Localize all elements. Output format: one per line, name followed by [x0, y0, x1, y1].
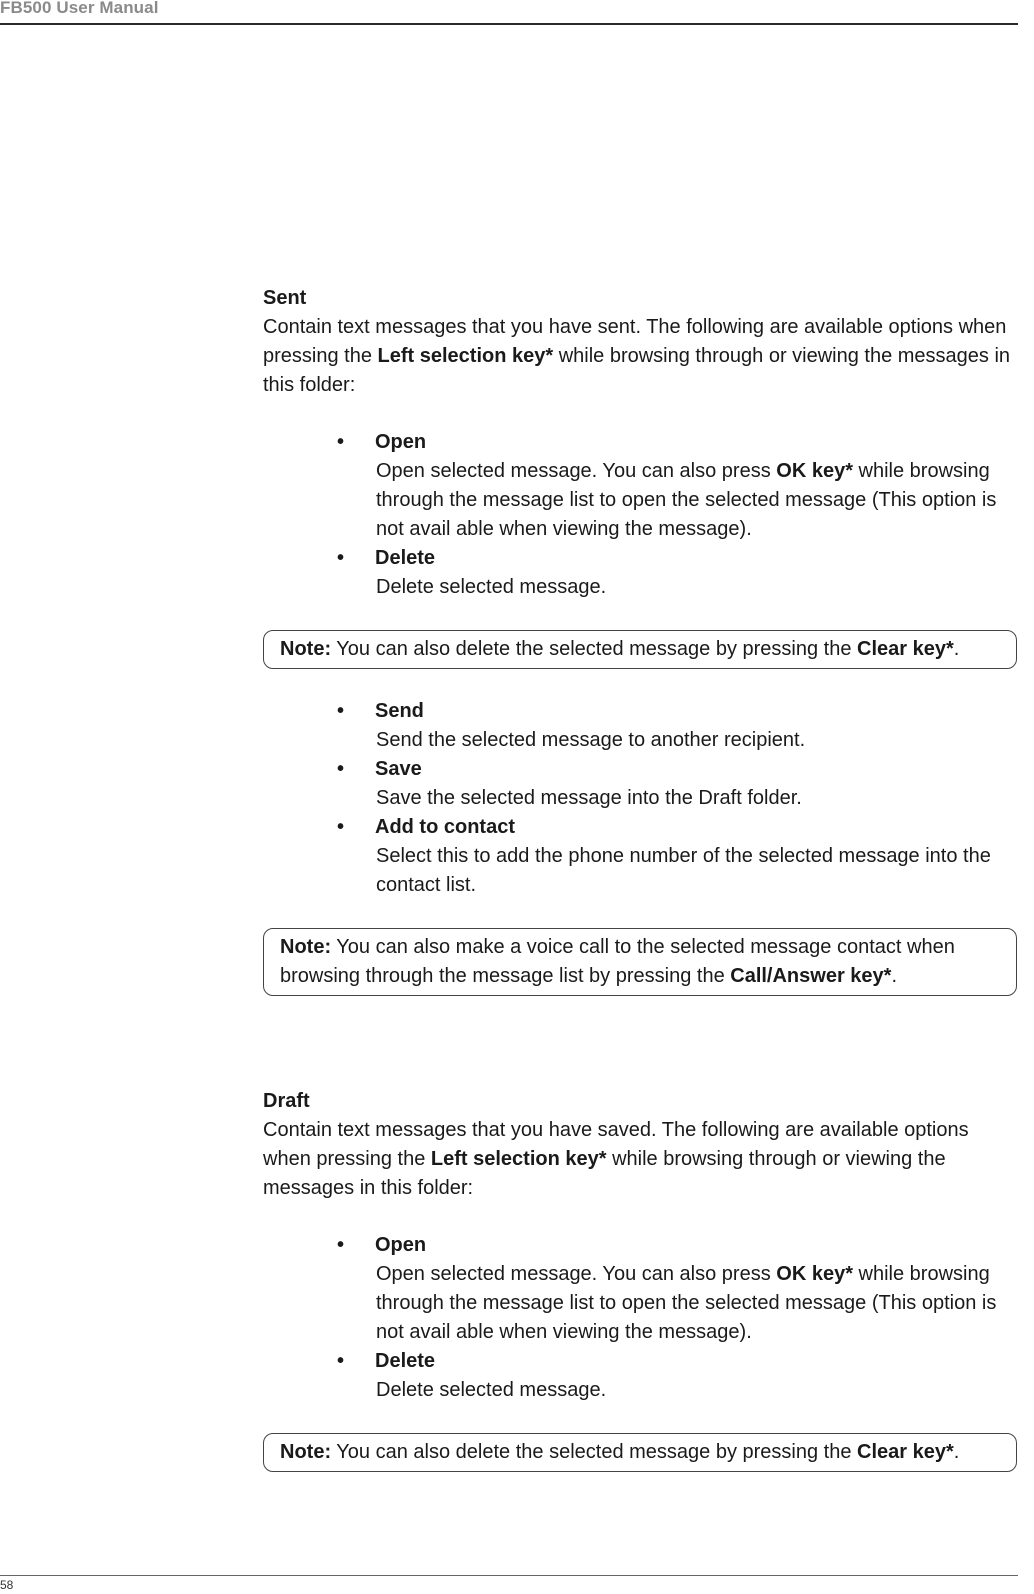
bullet-icon: •	[337, 1234, 345, 1256]
header-divider	[0, 23, 1018, 25]
page-number: 58	[0, 1578, 14, 1592]
note-text: You can also make a voice call to the selected message contact when browsing through the message list by pressing the	[280, 936, 955, 987]
bullet-icon: •	[337, 816, 345, 838]
option-list	[263, 1231, 1013, 1405]
section-sent	[263, 284, 1013, 1024]
option-description: Select this to add the phone number of the selected message into the contact list.	[376, 845, 991, 896]
footer-divider	[0, 1575, 1018, 1576]
intro-text: Contain text messages that you have sent. The following are available options when pressing the	[263, 316, 1007, 367]
option-description	[375, 457, 1013, 544]
option-list	[263, 697, 1013, 900]
bullet-icon: •	[337, 1350, 345, 1372]
note-text-end: .	[891, 965, 898, 987]
section-intro	[263, 1116, 1013, 1203]
note-text-end: .	[953, 1441, 960, 1463]
note-label: Note:	[280, 1441, 332, 1463]
note-label: Note:	[280, 936, 332, 958]
option-title: Send	[375, 700, 424, 722]
note-key: Call/Answer key*	[730, 965, 892, 987]
note-box	[263, 630, 1017, 669]
note-box	[263, 1433, 1017, 1472]
intro-key: Left selection key*	[377, 345, 554, 367]
section-draft	[263, 1087, 1013, 1500]
section-title: Draft	[263, 1090, 310, 1112]
note-key: Clear key*	[857, 1441, 954, 1463]
option-title: Open	[375, 431, 427, 453]
note-label: Note:	[280, 638, 332, 660]
desc-key: OK key*	[776, 1263, 853, 1285]
option-item-delete	[263, 544, 1013, 602]
note-text: You can also delete the selected message by pressing the	[331, 1441, 858, 1463]
option-title: Open	[375, 1234, 427, 1256]
option-item-delete	[263, 1347, 1013, 1405]
intro-text: Contain text messages that you have saved. The following are available options when pressing the	[263, 1119, 969, 1170]
section-title: Sent	[263, 287, 307, 309]
option-description: Delete selected message.	[376, 1379, 607, 1401]
option-description: Delete selected message.	[376, 576, 607, 598]
option-description	[375, 1260, 1013, 1347]
desc-key: OK key*	[776, 460, 853, 482]
note-text: You can also delete the selected message by pressing the	[331, 638, 858, 660]
desc-text: Open selected message. You can also press	[376, 460, 777, 482]
option-description: Send the selected message to another recipient.	[376, 729, 806, 751]
option-title: Delete	[375, 547, 436, 569]
option-list	[263, 428, 1013, 602]
note-box	[263, 928, 1017, 996]
bullet-icon: •	[337, 431, 345, 453]
bullet-icon: •	[337, 547, 345, 569]
option-title: Add to contact	[375, 816, 515, 838]
note-key: Clear key*	[857, 638, 954, 660]
option-item-open	[263, 428, 1013, 544]
note-text-end: .	[953, 638, 960, 660]
manual-title: FB500 User Manual	[0, 0, 159, 17]
section-intro	[263, 313, 1013, 400]
desc-text: Open selected message. You can also press	[376, 1263, 777, 1285]
option-item-save	[263, 755, 1013, 813]
bullet-icon: •	[337, 758, 345, 780]
desc-text-end: while browsing through the message list to open the selected message (This option is not avail able when viewing the message).	[376, 1263, 997, 1343]
option-item-send	[263, 697, 1013, 755]
desc-text-end: while browsing through the message list to open the selected message (This option is not avail able when viewing the message).	[376, 460, 997, 540]
intro-key: Left selection key*	[430, 1148, 607, 1170]
option-title: Delete	[375, 1350, 436, 1372]
option-description: Save the selected message into the Draft folder.	[376, 787, 802, 809]
intro-text-end: while browsing through or viewing the messages in this folder:	[263, 1148, 946, 1199]
bullet-icon: •	[337, 700, 345, 722]
intro-text-end: while browsing through or viewing the messages in this folder:	[263, 345, 1011, 396]
option-item-add-to-contact	[263, 813, 1013, 900]
option-title: Save	[375, 758, 422, 780]
option-item-open	[263, 1231, 1013, 1347]
